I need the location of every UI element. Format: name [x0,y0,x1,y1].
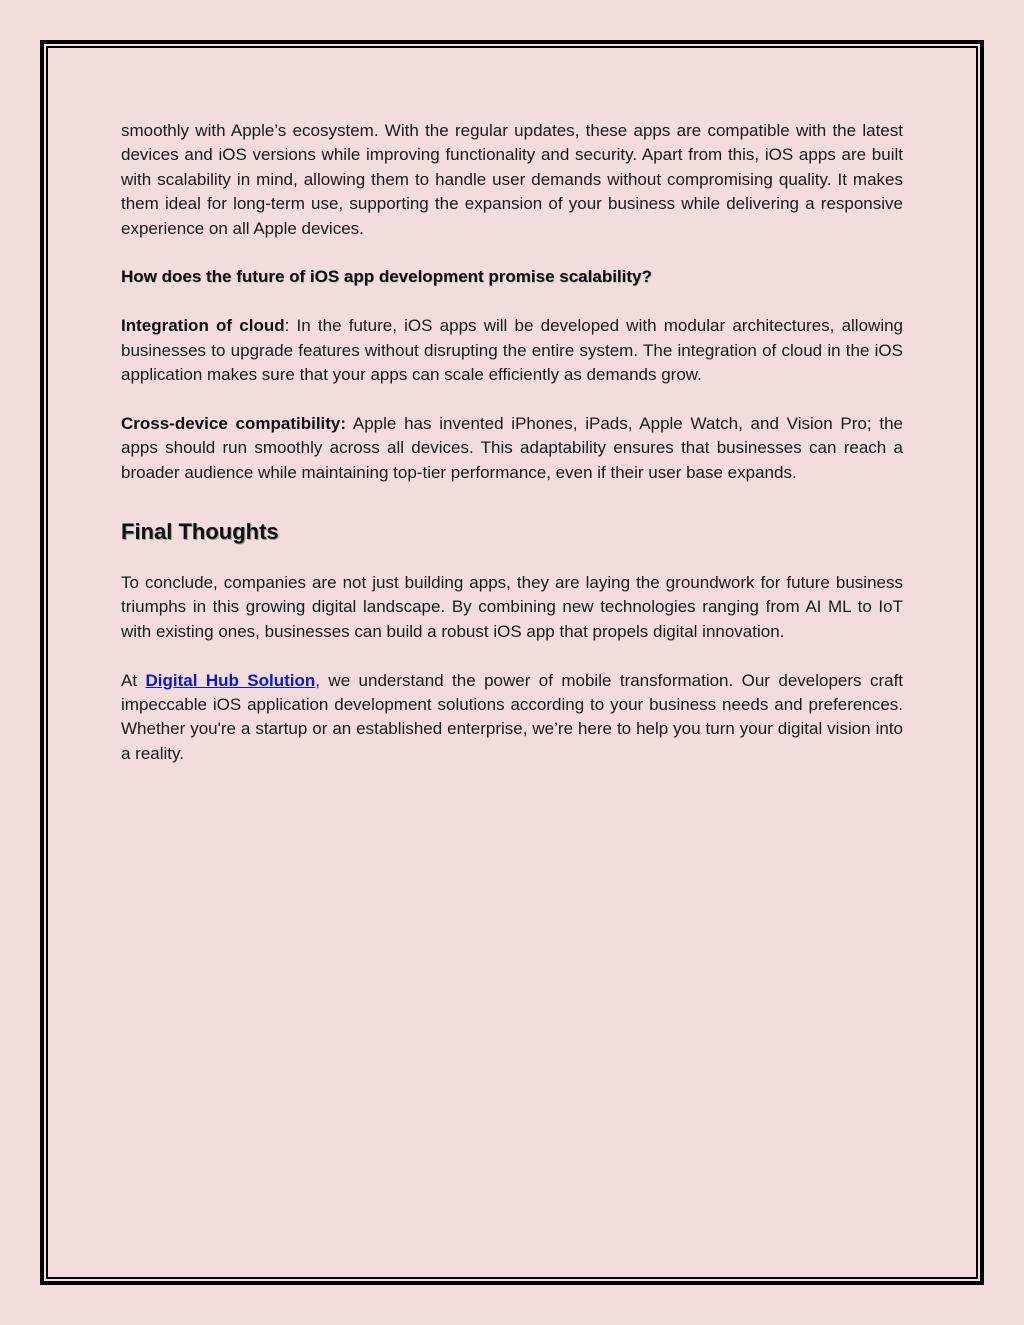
cross-device-label: Cross-device compatibility: [121,413,347,433]
scalability-heading: How does the future of iOS app development promise scalability? [121,267,652,287]
document-body [121,119,903,766]
closing-paragraph [121,669,903,767]
company-link[interactable]: Digital Hub Solution [145,670,316,690]
final-thoughts-title: Final Thoughts [121,519,279,545]
cloud-paragraph [121,314,903,387]
cloud-text: : In the future, iOS apps will be developed with modular architectures, allowing businesses to upgrade features without disrupting the entire system. The integration of cloud in the iOS application makes sure that your apps can scale efficiently as demands grow. [121,316,904,385]
closing-text: , we understand the power of mobile transformation. Our developers craft impeccable iOS application development solutions according to your business needs and preferences. Whether you're a startup or an established enterprise, we’re here to help you turn your digital vision into a reality. [121,670,904,763]
cross-device-paragraph [121,412,903,485]
intro-paragraph: smoothly with Apple’s ecosystem. With the regular updates, these apps are compatible with the latest devices and iOS versions while improving functionality and security. Apart from this, iOS apps are built with scalability in mind, allowing them to handle user demands without compromising quality. It makes them ideal for long-term use, supporting the expansion of your business while delivering a responsive experience on all Apple devices. [121,121,903,238]
conclusion-paragraph: To conclude, companies are not just building apps, they are laying the groundwork for future business triumphs in this growing digital landscape. By combining new technologies ranging from AI ML to IoT with existing ones, businesses can build a robust iOS app that propels digital innovation. [121,573,903,641]
closing-prefix: At [121,670,146,690]
cloud-label: Integration of cloud [121,316,285,336]
cross-device-text: Apple has invented iPhones, iPads, Apple Watch, and Vision Pro; the apps should run smoothly across all devices. This adaptability ensures that businesses can reach a broader audience while maintaining top-tier performance, even if their user base expands. [121,413,903,482]
